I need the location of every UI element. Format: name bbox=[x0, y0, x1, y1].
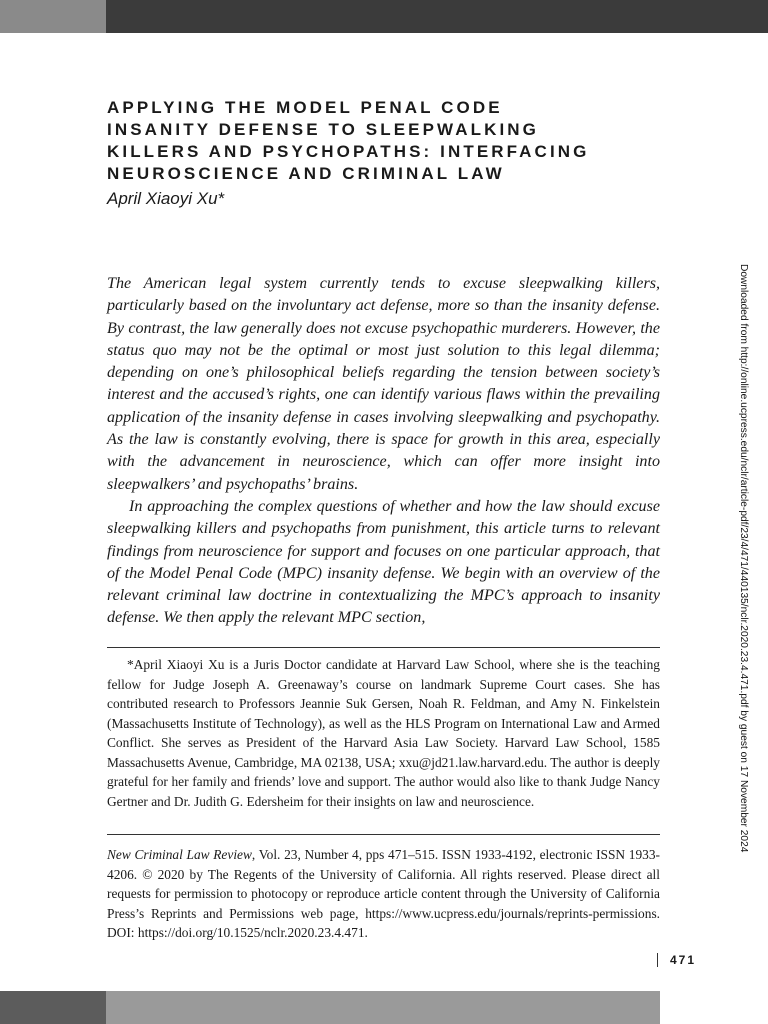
download-watermark: Downloaded from http://online.ucpress.edu/nclr/article-pdf/23/4/471/440135/nclr.2020.23.4.471.pdf by guest on 17 November 2024 bbox=[738, 264, 749, 853]
abstract-paragraph: The American legal system currently tends to excuse sleepwalking killers, particularly based on the involuntary act defense, more so than the insanity defense. By contrast, the law generally does not excuse psychopathic murderers. However, the status quo may not be the optimal or most just solution to this legal dilemma; depending on one’s philosophical beliefs regarding the tension between society’s interest and the accused’s rights, one can identify various flaws within the prevailing application of the insanity defense in cases involving sleepwalking and psychopathy. As the law is constantly evolving, there is space for growth in this area, especially with the advancement in neuroscience, which can offer more insight into sleepwalkers’ and psychopaths’ brains. bbox=[107, 275, 660, 493]
title-line: INSANITY DEFENSE TO SLEEPWALKING bbox=[107, 120, 540, 139]
title-line: KILLERS AND PSYCHOPATHS: INTERFACING bbox=[107, 142, 590, 161]
journal-name: New Criminal Law Review bbox=[107, 847, 252, 862]
title-line: APPLYING THE MODEL PENAL CODE bbox=[107, 98, 503, 117]
header-band bbox=[106, 0, 768, 33]
citation-divider bbox=[107, 834, 660, 835]
footnote-divider bbox=[107, 647, 660, 648]
page-number: 471 bbox=[657, 953, 696, 967]
title-line: NEUROSCIENCE AND CRIMINAL LAW bbox=[107, 164, 505, 183]
author-footnote bbox=[107, 655, 660, 811]
footnote-text: *April Xiaoyi Xu is a Juris Doctor candidate at Harvard Law School, where she is the teaching fellow for Judge Joseph A. Greenaway’s course on landmark Supreme Court cases. She has contributed research to Professors Jeannie Suk Gersen, Noah R. Feldman, and Amy N. Finkelstein (Massachusetts Institute of Technology), as well as the HLS Program on International Law and Armed Conflict. She serves as President of the Harvard Asia Law Society. Harvard Law School, 1585 Massachusetts Avenue, Cambridge, MA 02138, USA; xxu@jd21.law.harvard.edu. The author is deeply grateful for her family and friends’ love and support. The author would also like to thank Judge Nancy Gertner and Dr. Judith G. Edersheim for their insights on law and neuroscience. bbox=[107, 657, 660, 809]
header-band-left bbox=[0, 0, 106, 33]
article-title bbox=[107, 97, 667, 185]
footer-band bbox=[106, 991, 660, 1024]
citation-text: , Vol. 23, Number 4, pps 471–515. ISSN 1933-4192, electronic ISSN 1933-4206. © 2020 by The Regents of the University of California. All rights reserved. Please direct all requests for permission to photocopy or reproduce article content through the University of California Press’s Reprints and Permissions web page, https://www.ucpress.edu/journals/reprints-permissions. DOI: https://doi.org/10.1525/nclr.2020.23.4.471. bbox=[107, 847, 661, 940]
abstract bbox=[107, 273, 660, 630]
abstract-paragraph: In approaching the complex questions of whether and how the law should excuse sleepwalking killers and psychopaths from punishment, this article turns to relevant findings from neuroscience for support and focuses on one particular approach, that of the Model Penal Code (MPC) insanity defense. We begin with an overview of the relevant criminal law doctrine in contextualizing the MPC’s approach to insanity defense. We then apply the relevant MPC section, bbox=[107, 497, 660, 627]
citation-block bbox=[107, 845, 660, 943]
author-name: April Xiaoyi Xu* bbox=[107, 189, 225, 208]
footer-band-left bbox=[0, 991, 106, 1024]
